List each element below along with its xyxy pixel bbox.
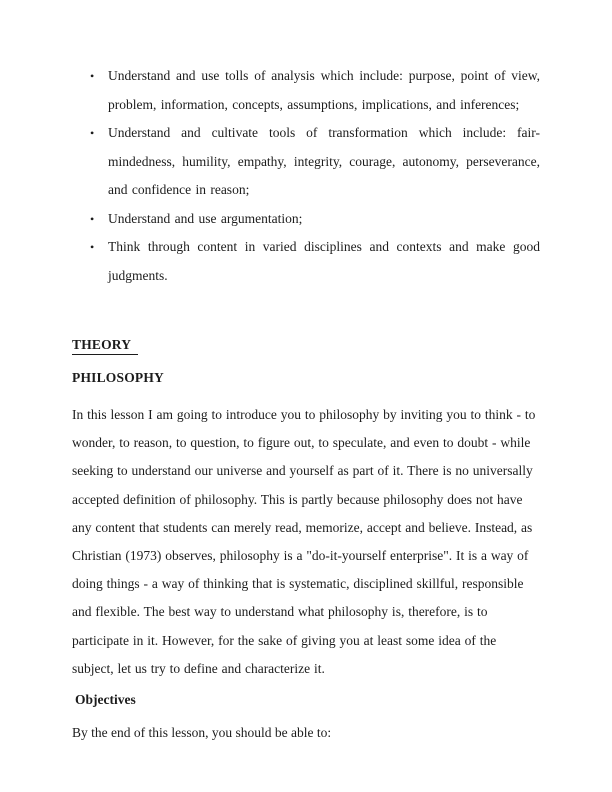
intro-paragraph: In this lesson I am going to introduce you to philosophy by inviting you to think - to wonder, to reason, to question, to figure out, to speculate, and even to doubt - while seeking to understand our universe and yourself as part of it. There is no universally accepted definition of philosophy. This is partly because philosophy does not have any content that students can merely read, memorize, accept and believe. Instead, as Christian (1973) observes, philosophy is a "do-it-yourself enterprise". It is a way of doing things - a way of thinking that is systematic, disciplined skillful, responsible and flexible. The best way to understand what philosophy is, therefore, is to participate in it. However, for the sake of giving you at least some idea of the subject, let us try to define and characterize it. bbox=[72, 407, 536, 676]
list-item bbox=[72, 205, 540, 234]
bullet-icon: • bbox=[90, 126, 95, 140]
objectives-heading: Objectives bbox=[75, 692, 136, 708]
bullet-text: Understand and use tolls of analysis which include: purpose, point of view, problem, information, concepts, assumptions, implications, and inferences; bbox=[108, 68, 540, 112]
list-item bbox=[72, 119, 540, 205]
bullet-text: Understand and use argumentation; bbox=[108, 210, 303, 226]
bullet-icon: • bbox=[90, 240, 95, 254]
bullet-text: Think through content in varied disciplines and contexts and make good judgments. bbox=[108, 239, 540, 283]
philosophy-heading: PHILOSOPHY bbox=[72, 370, 165, 385]
theory-heading bbox=[72, 337, 540, 355]
bullet-icon: • bbox=[90, 69, 95, 83]
theory-heading-text: THEORY bbox=[72, 337, 138, 355]
bullet-icon: • bbox=[90, 211, 95, 226]
lesson-goals-bullet-list bbox=[72, 62, 540, 290]
list-item bbox=[72, 62, 540, 119]
list-item bbox=[72, 233, 540, 290]
objectives-intro-line: By the end of this lesson, you should be able to: bbox=[72, 725, 332, 741]
bullet-text: Understand and cultivate tools of transformation which include: fair-mindedness, humility, empathy, integrity, courage, autonomy, perseverance, and confidence in reason; bbox=[108, 125, 540, 197]
